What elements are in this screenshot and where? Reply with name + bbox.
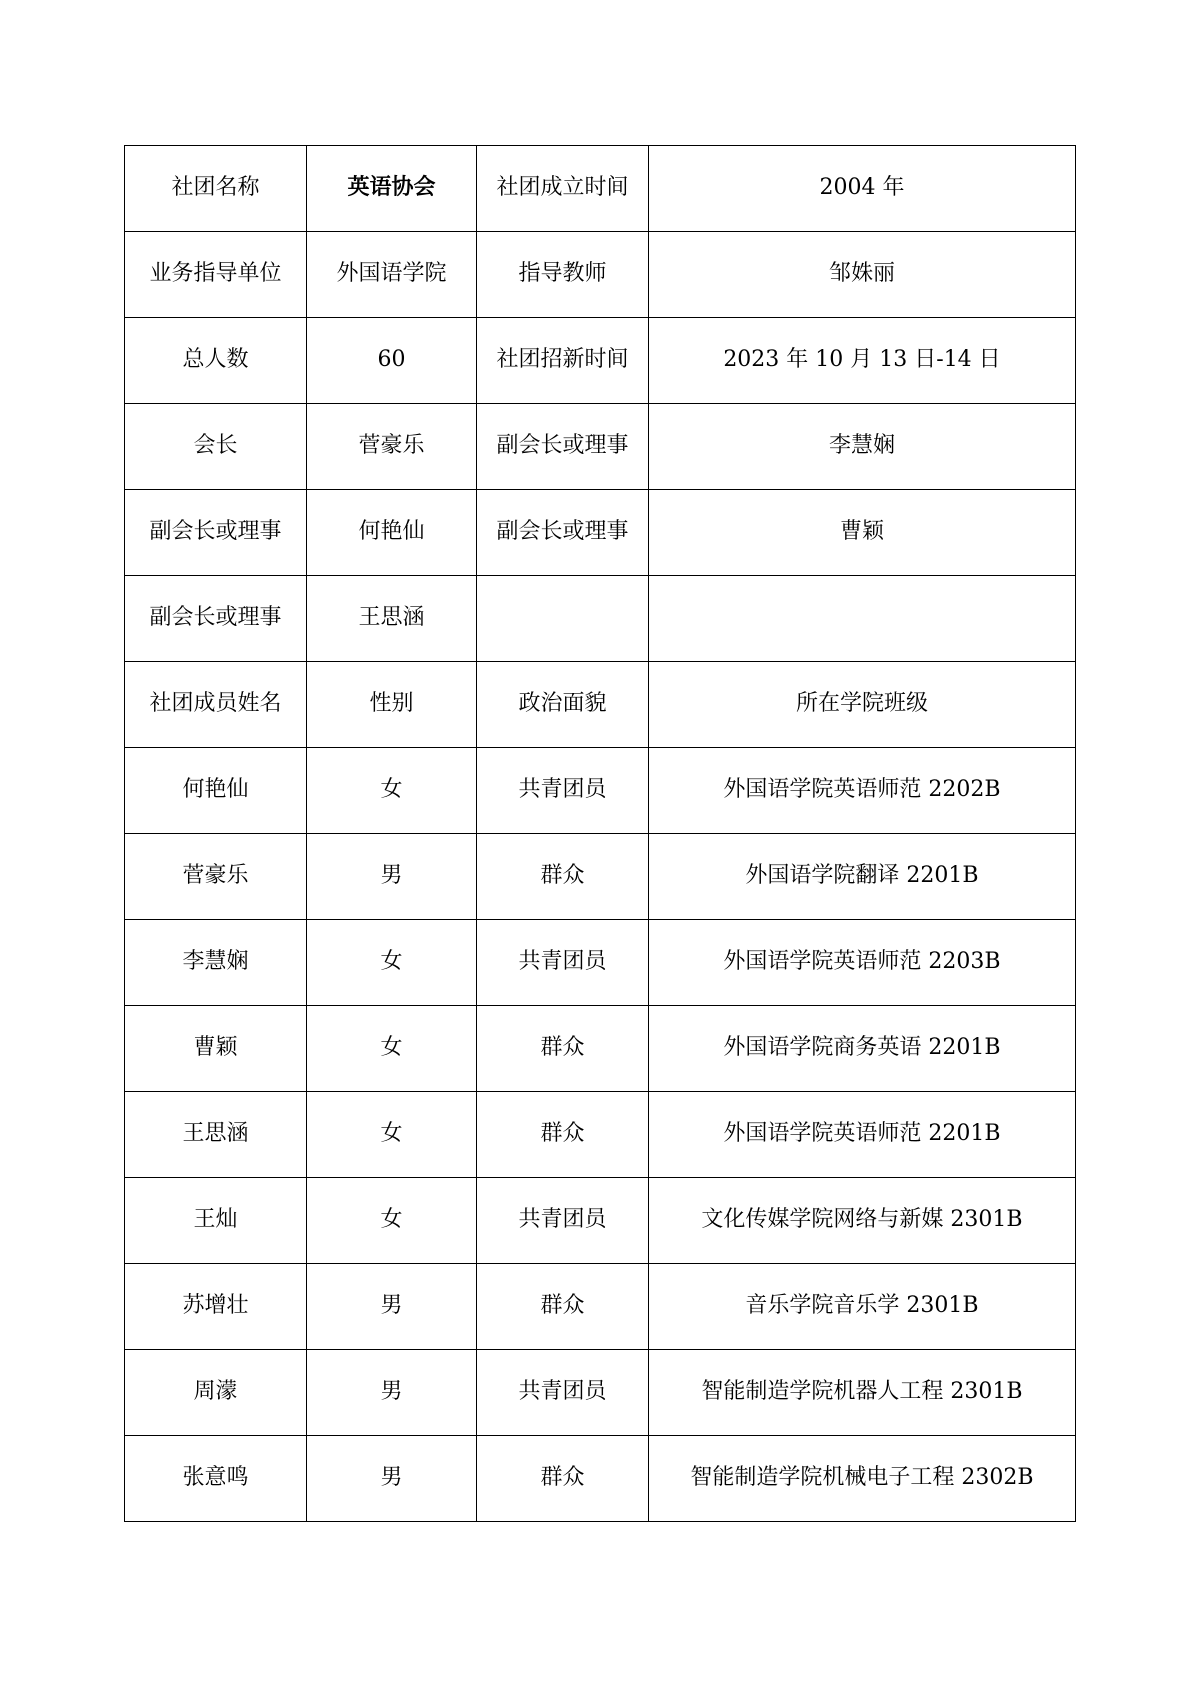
member-college-class: 外国语学院商务英语 2201B	[649, 1006, 1076, 1092]
member-college-class: 外国语学院英语师范 2202B	[649, 748, 1076, 834]
member-name: 王思涵	[125, 1092, 307, 1178]
value-cell: 曹颖	[649, 490, 1076, 576]
member-name: 菅豪乐	[125, 834, 307, 920]
value-cell: 李慧娴	[649, 404, 1076, 490]
member-college-class: 文化传媒学院网络与新媒 2301B	[649, 1178, 1076, 1264]
label-cell: 总人数	[125, 318, 307, 404]
value-cell: 60	[307, 318, 477, 404]
member-name: 苏增壮	[125, 1264, 307, 1350]
member-gender: 女	[307, 1178, 477, 1264]
header-cell-name: 社团成员姓名	[125, 662, 307, 748]
label-cell: 会长	[125, 404, 307, 490]
member-name: 曹颖	[125, 1006, 307, 1092]
info-row	[125, 318, 1076, 404]
member-political-status: 共青团员	[477, 1178, 649, 1264]
value-cell: 王思涵	[307, 576, 477, 662]
member-row	[125, 748, 1076, 834]
member-political-status: 共青团员	[477, 748, 649, 834]
label-cell: 副会长或理事	[477, 404, 649, 490]
member-row	[125, 1436, 1076, 1522]
value-cell: 菅豪乐	[307, 404, 477, 490]
member-gender: 女	[307, 1006, 477, 1092]
member-row	[125, 834, 1076, 920]
value-cell: 2023 年 10 月 13 日-14 日	[649, 318, 1076, 404]
member-gender: 男	[307, 1264, 477, 1350]
member-row	[125, 1264, 1076, 1350]
label-cell: 社团招新时间	[477, 318, 649, 404]
value-cell: 邹姝丽	[649, 232, 1076, 318]
member-political-status: 群众	[477, 1436, 649, 1522]
label-cell: 副会长或理事	[125, 490, 307, 576]
member-gender: 男	[307, 1436, 477, 1522]
header-cell-gender: 性别	[307, 662, 477, 748]
member-college-class: 智能制造学院机械电子工程 2302B	[649, 1436, 1076, 1522]
member-college-class: 外国语学院翻译 2201B	[649, 834, 1076, 920]
value-cell: 何艳仙	[307, 490, 477, 576]
member-name: 李慧娴	[125, 920, 307, 1006]
member-name: 王灿	[125, 1178, 307, 1264]
club-name-cell: 英语协会	[307, 146, 477, 232]
info-row	[125, 232, 1076, 318]
empty-cell	[477, 576, 649, 662]
member-political-status: 共青团员	[477, 920, 649, 1006]
label-cell: 指导教师	[477, 232, 649, 318]
member-college-class: 外国语学院英语师范 2201B	[649, 1092, 1076, 1178]
member-gender: 女	[307, 748, 477, 834]
value-cell: 外国语学院	[307, 232, 477, 318]
member-gender: 女	[307, 920, 477, 1006]
header-cell-college-class: 所在学院班级	[649, 662, 1076, 748]
member-row	[125, 1092, 1076, 1178]
member-row	[125, 1006, 1076, 1092]
club-info-table	[124, 145, 1076, 1522]
member-political-status: 群众	[477, 1264, 649, 1350]
member-name: 周濛	[125, 1350, 307, 1436]
member-row	[125, 1178, 1076, 1264]
member-row	[125, 920, 1076, 1006]
label-cell: 副会长或理事	[477, 490, 649, 576]
member-name: 张意鸣	[125, 1436, 307, 1522]
member-gender: 男	[307, 834, 477, 920]
empty-cell	[649, 576, 1076, 662]
member-political-status: 群众	[477, 834, 649, 920]
member-row	[125, 1350, 1076, 1436]
header-cell-political-status: 政治面貌	[477, 662, 649, 748]
member-college-class: 智能制造学院机器人工程 2301B	[649, 1350, 1076, 1436]
member-political-status: 群众	[477, 1092, 649, 1178]
member-gender: 女	[307, 1092, 477, 1178]
info-row	[125, 146, 1076, 232]
label-cell: 社团名称	[125, 146, 307, 232]
member-college-class: 外国语学院英语师范 2203B	[649, 920, 1076, 1006]
label-cell: 副会长或理事	[125, 576, 307, 662]
member-political-status: 群众	[477, 1006, 649, 1092]
member-header-row	[125, 662, 1076, 748]
member-name: 何艳仙	[125, 748, 307, 834]
member-gender: 男	[307, 1350, 477, 1436]
member-political-status: 共青团员	[477, 1350, 649, 1436]
info-row	[125, 576, 1076, 662]
label-cell: 社团成立时间	[477, 146, 649, 232]
info-row	[125, 404, 1076, 490]
info-row	[125, 490, 1076, 576]
label-cell: 业务指导单位	[125, 232, 307, 318]
member-college-class: 音乐学院音乐学 2301B	[649, 1264, 1076, 1350]
value-cell: 2004 年	[649, 146, 1076, 232]
